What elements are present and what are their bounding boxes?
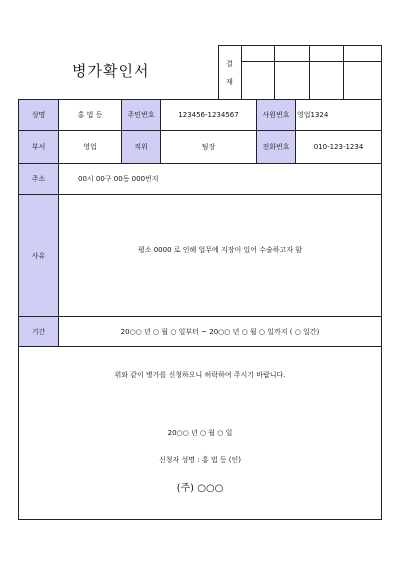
approval-char-1: 결 bbox=[226, 60, 233, 68]
address-value: 00시 00구 00동 000번지 bbox=[78, 175, 159, 183]
reason-value: 평소 0000 로 인해 업무에 지장이 있어 수술하고자 함 bbox=[137, 246, 303, 254]
period-label: 기간 bbox=[19, 317, 58, 346]
empno-value: 영업1324 bbox=[297, 111, 329, 119]
date-text: 20○○ 년 ○ 월 ○ 일 bbox=[167, 429, 233, 437]
name-value: 홍 법 등 bbox=[77, 111, 103, 119]
period-value: 20○○ 년 ○ 월 ○ 일부터 ~ 20○○ 년 ○ 월 ○ 일까지 ( ○ 일간) bbox=[120, 327, 320, 336]
address-label: 주소 bbox=[19, 164, 58, 194]
reason-label: 사유 bbox=[19, 195, 58, 316]
approval-char-2: 재 bbox=[226, 78, 233, 86]
applicant-text: 신청자 성명 : 홍 법 등 (인) bbox=[158, 456, 242, 464]
company-name: (주) ○○○ bbox=[176, 483, 224, 494]
document-title: 병가확인서 bbox=[72, 62, 150, 80]
phone-label: 전화번호 bbox=[257, 131, 295, 163]
request-text: 위와 같이 병가를 신청하오니 허락하여 주시기 바랍니다. bbox=[114, 371, 286, 379]
dept-label: 부서 bbox=[19, 131, 58, 163]
empno-label: 사원번호 bbox=[257, 100, 295, 130]
position-value: 팀장 bbox=[201, 143, 216, 151]
name-label: 성명 bbox=[19, 100, 58, 130]
rrn-value: 123456-1234567 bbox=[178, 111, 239, 119]
dept-value: 영업 bbox=[83, 143, 97, 151]
phone-value: 010-123-1234 bbox=[313, 143, 364, 151]
position-label: 직위 bbox=[122, 131, 160, 163]
rrn-label: 주민번호 bbox=[122, 100, 160, 130]
